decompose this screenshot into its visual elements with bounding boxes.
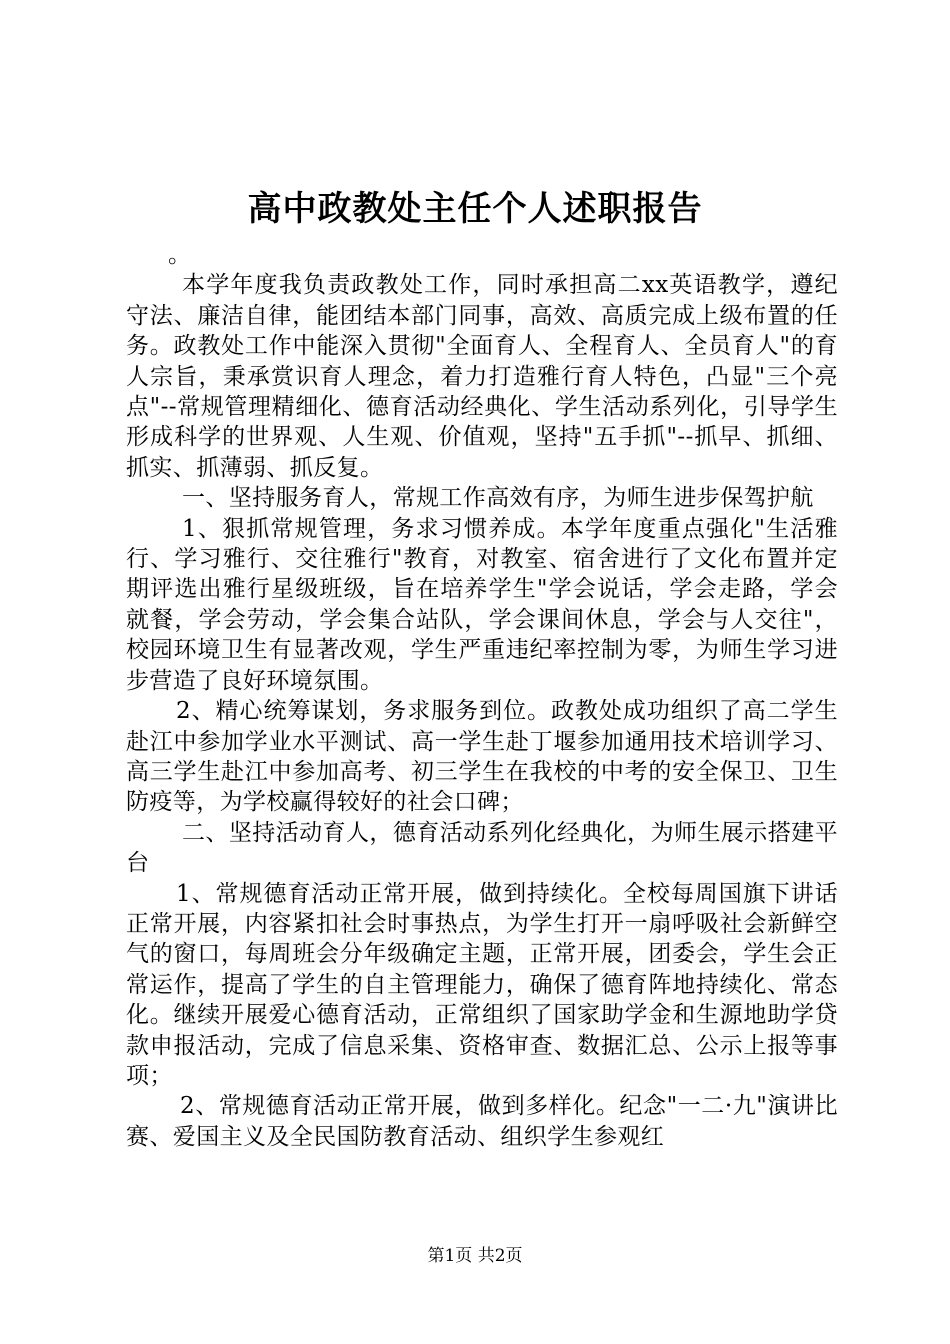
section-heading-2: 二、坚持活动育人，德育活动系列化经典化，为师生展示搭建平台 — [126, 819, 838, 877]
paragraph-opening-mark: 。 — [168, 242, 192, 268]
paragraph-2-1: 1、常规德育活动正常开展，做到持续化。全校每周国旗下讲话正常开展，内容紧扣社会时事热点，为学生打开一扇呼吸社会新鲜空气的窗口，每周班会分年级确定主题，正常开展，团委会，学生会正常运作，提高了学生的自主管理能力，确保了德育阵地持续化、常态化。继续开展爱心德育活动，正常组织了国家助学金和生源地助学贷款申报活动，完成了信息采集、资格审查、数据汇总、公示上报等事项； — [126, 880, 838, 1089]
section-heading-1: 一、坚持服务育人，常规工作高效有序，为师生进步保驾护航 — [182, 485, 814, 512]
document-body — [126, 240, 838, 1152]
paragraph-intro: 本学年度我负责政教处工作，同时承担高二xx英语教学，遵纪守法、廉洁自律，能团结本部门同事，高效、高质完成上级布置的任务。政教处工作中能深入贯彻"全面育人、全程育人、全员育人"的育人宗旨，秉承赏识育人理念，着力打造雅行育人特色，凸显"三个亮点"--常规管理精细化、德育活动经典化、学生活动系列化，引导学生形成科学的世界观、人生观、价值观，坚持"五手抓"--抓早、抓细、抓实、抓薄弱、抓反复。 — [126, 272, 838, 481]
page-footer: 第1页 共2页 — [427, 1246, 523, 1266]
paragraph-2-2: 2、常规德育活动正常开展，做到多样化。纪念"一二·九"演讲比赛、爱国主义及全民国防教育活动、组织学生参观红 — [126, 1093, 838, 1150]
paragraph-1-1: 1、狠抓常规管理，务求习惯养成。本学年度重点强化"生活雅行、学习雅行、交往雅行"教育，对教室、宿舍进行了文化布置并定期评选出雅行星级班级，旨在培养学生"学会说话，学会走路，学会就餐，学会劳动，学会集合站队，学会课间休息，学会与人交往"，校园环境卫生有显著改观，学生严重违纪率控制为零，为师生学习进步营造了良好环境氛围。 — [126, 515, 838, 694]
paragraph-1-2: 2、精心统筹谋划，务求服务到位。政教处成功组织了高二学生赴江中参加学业水平测试、高一学生赴丁堰参加通用技术培训学习、高三学生赴江中参加高考、初三学生在我校的中考的安全保卫、卫生防疫等，为学校赢得较好的社会口碑； — [126, 698, 838, 816]
document-title: 高中政教处主任个人述职报告 — [247, 189, 703, 229]
